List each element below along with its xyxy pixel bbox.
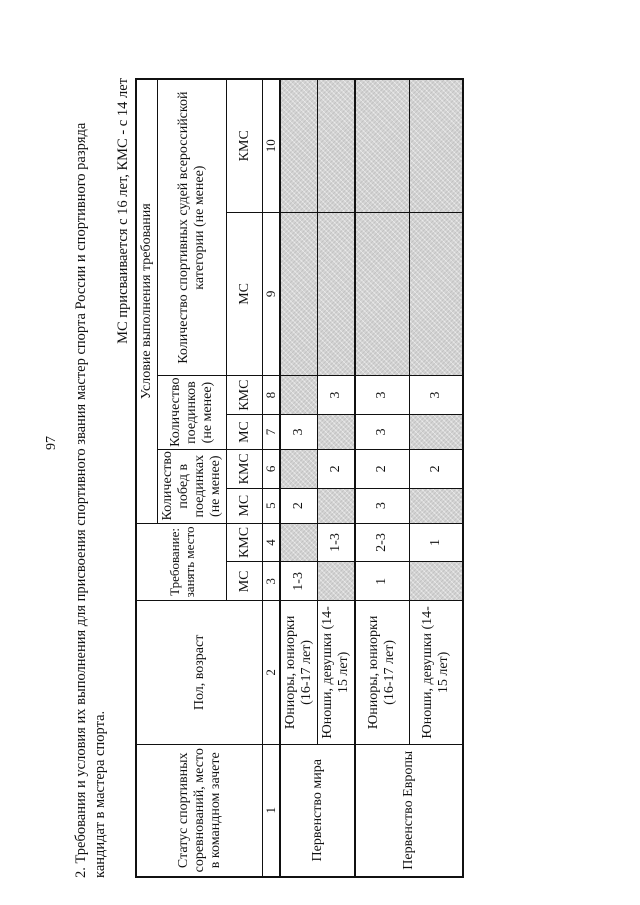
bouts-ms-cell xyxy=(409,415,463,450)
status-cell: Первенство Европы xyxy=(355,744,463,877)
wins-kms-cell: 2 xyxy=(355,449,409,488)
header-ms: МС xyxy=(227,415,263,450)
age-caption: МС присваивается с 16 лет, КМС - с 14 лет xyxy=(115,78,131,344)
column-number: 6 xyxy=(263,449,281,488)
header-kms: КМС xyxy=(227,376,263,415)
column-number: 8 xyxy=(263,376,281,415)
group-cell: Юноши, девушки (14-15 лет) xyxy=(409,601,463,744)
table-row xyxy=(280,79,318,877)
judges-kms-cell xyxy=(280,79,318,212)
wins-ms-cell: 2 xyxy=(280,488,318,523)
header-ms: МС xyxy=(227,212,263,376)
column-number: 1 xyxy=(263,744,281,877)
place-ms-cell: 1-3 xyxy=(280,562,318,601)
judges-kms-cell xyxy=(355,79,409,212)
header-requirement-place: Требование: занять место xyxy=(136,523,227,601)
column-number: 2 xyxy=(263,601,281,744)
place-kms-cell xyxy=(280,523,318,562)
bouts-ms-cell: 3 xyxy=(280,415,318,450)
header-kms: КМС xyxy=(227,79,263,212)
bouts-kms-cell: 3 xyxy=(355,376,409,415)
wins-ms-cell xyxy=(409,488,463,523)
wins-ms-cell xyxy=(318,488,356,523)
header-wins: Количество побед в поединках (не менее) xyxy=(158,449,227,523)
wins-kms-cell: 2 xyxy=(409,449,463,488)
column-number: 9 xyxy=(263,212,281,376)
place-ms-cell: 1 xyxy=(355,562,409,601)
rotated-content xyxy=(72,78,452,878)
wins-kms-cell: 2 xyxy=(318,449,356,488)
column-number: 10 xyxy=(263,79,281,212)
judges-ms-cell xyxy=(318,212,356,376)
judges-kms-cell xyxy=(318,79,356,212)
column-number: 5 xyxy=(263,488,281,523)
group-cell: Юноши, девушки (14-15 лет) xyxy=(318,601,356,744)
place-ms-cell xyxy=(409,562,463,601)
place-kms-cell: 1-3 xyxy=(318,523,356,562)
judges-ms-cell xyxy=(280,212,318,376)
header-ms: МС xyxy=(227,488,263,523)
wins-ms-cell: 3 xyxy=(355,488,409,523)
wins-kms-cell xyxy=(280,449,318,488)
header-bouts: Количество поединков (не менее) xyxy=(158,376,227,450)
judges-kms-cell xyxy=(409,79,463,212)
bouts-ms-cell: 3 xyxy=(355,415,409,450)
header-kms: КМС xyxy=(227,523,263,562)
status-cell: Первенство мира xyxy=(280,744,355,877)
header-ms: МС xyxy=(227,562,263,601)
bouts-kms-cell xyxy=(280,376,318,415)
place-kms-cell: 1 xyxy=(409,523,463,562)
column-number: 7 xyxy=(263,415,281,450)
judges-ms-cell xyxy=(355,212,409,376)
place-kms-cell: 2-3 xyxy=(355,523,409,562)
header-gender-age: Пол, возраст xyxy=(136,601,263,744)
judges-ms-cell xyxy=(409,212,463,376)
group-cell: Юниоры, юниорки (16-17 лет) xyxy=(355,601,409,744)
header-judges: Количество спортивных судей всероссийской категории (не менее) xyxy=(158,79,227,376)
intro-paragraph: 2. Требования и условия их выполнения для присвоения спортивного звания мастер спорта России и спортивного разряда кандидат в мастера спорта. xyxy=(73,122,108,878)
column-number: 3 xyxy=(263,562,281,601)
table-row xyxy=(355,79,409,877)
header-status: Статус спортивных соревнований, место в командном зачете xyxy=(136,744,263,877)
bouts-ms-cell xyxy=(318,415,356,450)
bouts-kms-cell: 3 xyxy=(409,376,463,415)
place-ms-cell xyxy=(318,562,356,601)
column-number: 4 xyxy=(263,523,281,562)
bouts-kms-cell: 3 xyxy=(318,376,356,415)
header-conditions: Условие выполнения требования xyxy=(136,79,158,523)
requirements-table xyxy=(135,78,464,878)
header-kms: КМС xyxy=(227,449,263,488)
page-number: 97 xyxy=(44,436,59,450)
group-cell: Юниоры, юниорки (16-17 лет) xyxy=(280,601,318,744)
